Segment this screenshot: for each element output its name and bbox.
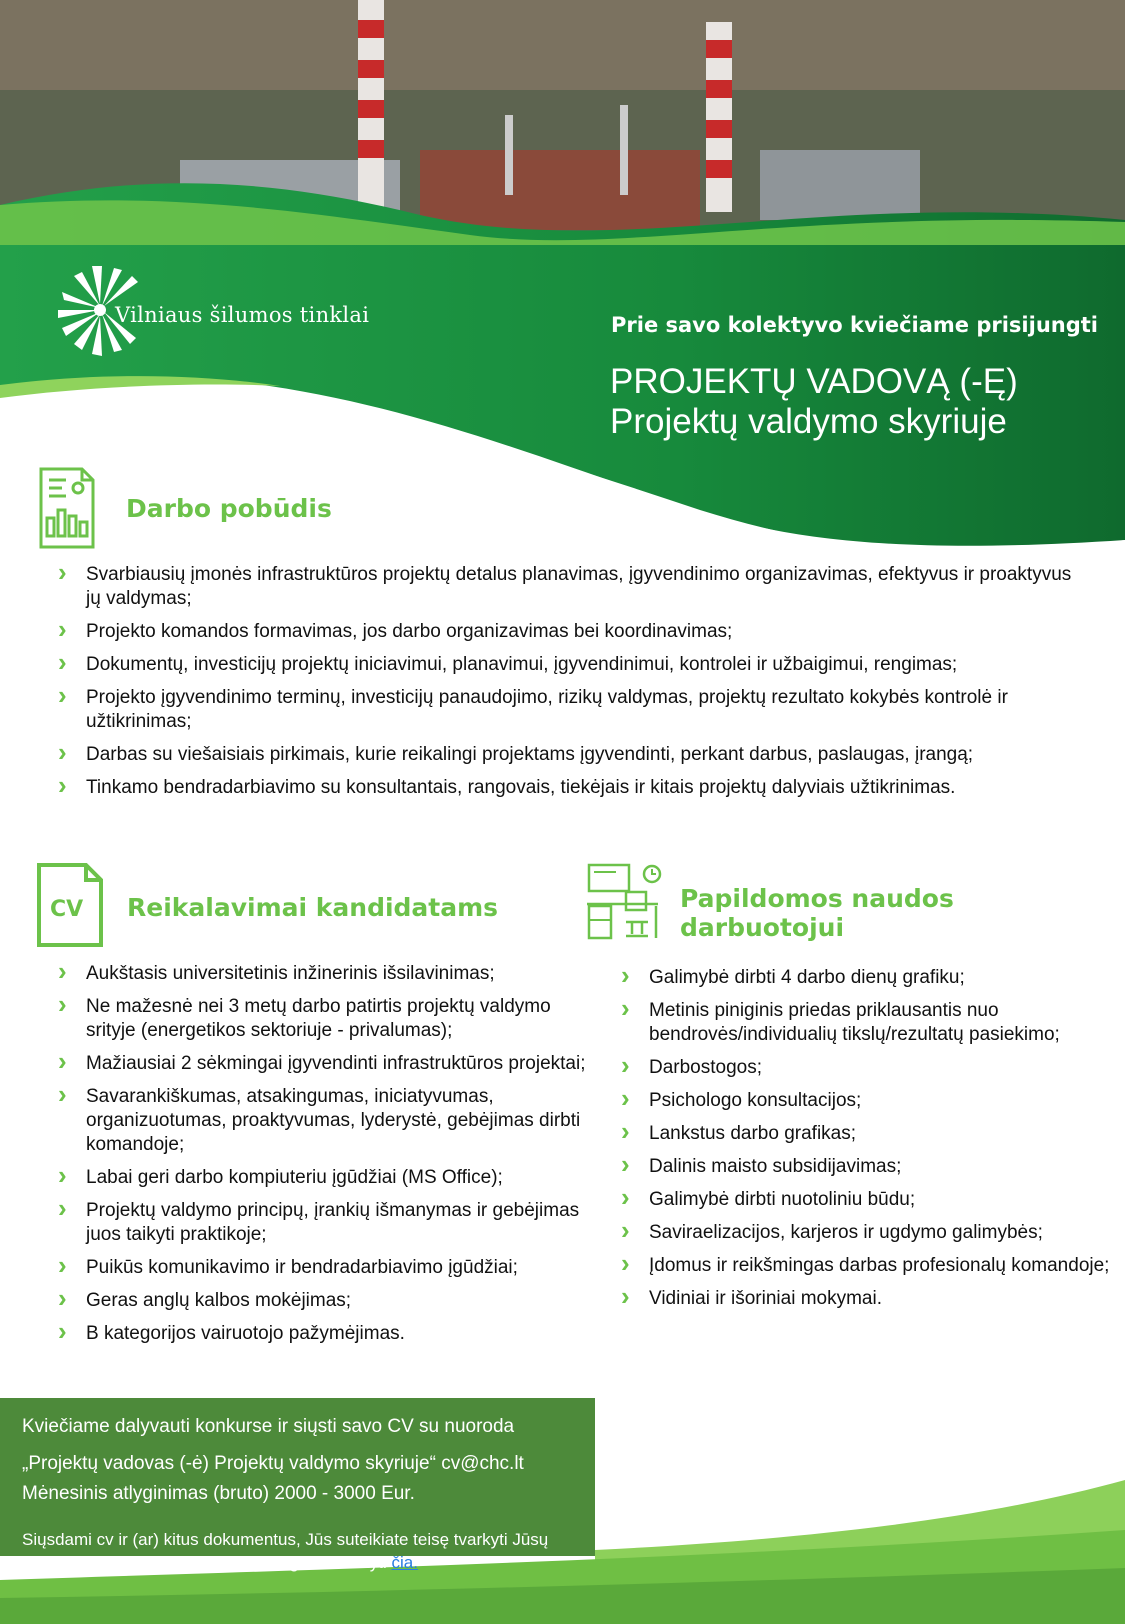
- list-item: › Lankstus darbo grafikas;: [619, 1122, 1119, 1146]
- document-chart-icon: [38, 466, 96, 550]
- list-item: › Savarankiškumas, atsakingumas, iniciatyvumas, organizuotumas, proaktyvumas, lyderystė, gebėjimas dirbti komandoje;: [56, 1085, 586, 1157]
- list-item: › Labai geri darbo kompiuteriu įgūdžiai (MS Office);: [56, 1166, 586, 1190]
- list-item: › Projekto įgyvendinimo terminų, investicijų panaudojimo, rizikų valdymas, projektų rezultato kokybės kontrolė ir užtikrinimas;: [56, 686, 1086, 734]
- list-item: › Psichologo konsultacijos;: [619, 1089, 1119, 1113]
- job-title: [610, 362, 1018, 442]
- list-item: › Puikūs komunikavimo ir bendradarbiavimo įgūdžiai;: [56, 1256, 586, 1280]
- privacy-link[interactable]: čia.: [391, 1553, 418, 1572]
- duties-heading: Darbo pobūdis: [126, 494, 332, 523]
- contact-line2: „Projektų vadovas (-ė) Projektų valdymo skyriuje“ cv@chc.lt: [22, 1453, 524, 1474]
- privacy-text: Siųsdami cv ir (ar) kitus dokumentus, Jūs suteikiate teisę tvarkyti Jūsų asmens duomenis. Plačiau apie tai galite skaityti: [22, 1530, 549, 1572]
- list-item: › Galimybė dirbti 4 darbo dienų grafiku;: [619, 966, 1119, 990]
- privacy-note: [22, 1528, 582, 1574]
- list-item: › Tinkamo bendradarbiavimo su konsultantais, rangovais, tiekėjais ir kitais projektų dalyviais užtikrinimas.: [56, 776, 1086, 800]
- cv-icon-label: CV: [50, 897, 84, 922]
- workplace-desk-icon: [586, 862, 666, 942]
- list-item: › Galimybė dirbti nuotoliniu būdu;: [619, 1188, 1119, 1212]
- duties-list: [56, 563, 1086, 809]
- list-item: › Aukštasis universitetinis inžinerinis išsilavinimas;: [56, 962, 586, 986]
- job-title-line2: Projektų valdymo skyriuje: [610, 402, 1007, 441]
- salary-line: Mėnesinis atlyginimas (bruto) 2000 - 3000 Eur.: [22, 1483, 415, 1504]
- list-item: › Projektų valdymo principų, įrankių išmanymas ir gebėjimas juos taikyti praktikoje;: [56, 1199, 586, 1247]
- list-item: › Geras anglų kalbos mokėjimas;: [56, 1289, 586, 1313]
- list-item: › Dokumentų, investicijų projektų iniciavimui, planavimui, įgyvendinimui, kontrolei ir užbaigimui, rengimas;: [56, 653, 1086, 677]
- cv-document-icon: [36, 862, 104, 948]
- contact-line1: Kviečiame dalyvauti konkurse ir siųsti savo CV su nuoroda: [22, 1416, 515, 1437]
- benefits-list: [619, 966, 1119, 1320]
- list-item: › B kategorijos vairuotojo pažymėjimas.: [56, 1322, 586, 1346]
- benefits-heading: Papildomos naudos darbuotojui: [680, 884, 954, 942]
- list-item: › Dalinis maisto subsidijavimas;: [619, 1155, 1119, 1179]
- list-item: › Ne mažesnė nei 3 metų darbo patirtis projektų valdymo srityje (energetikos sektoriuje - privalumas);: [56, 995, 586, 1043]
- list-item: › Metinis piniginis priedas priklausantis nuo bendrovės/individualių tikslų/rezultatų pasiekimo;: [619, 999, 1119, 1047]
- invite-text: Prie savo kolektyvo kviečiame prisijungti: [611, 313, 1098, 337]
- requirements-list: [56, 962, 586, 1355]
- logo-text: Vilniaus šilumos tinklai: [115, 303, 370, 327]
- job-title-line1: PROJEKTŲ VADOVĄ (-Ę): [610, 362, 1018, 401]
- list-item: › Darbas su viešaisiais pirkimais, kurie reikalingi projektams įgyvendinti, perkant darbus, paslaugas, įrangą;: [56, 743, 1086, 767]
- requirements-heading: Reikalavimai kandidatams: [127, 893, 499, 922]
- list-item: › Projekto komandos formavimas, jos darbo organizavimas bei koordinavimas;: [56, 620, 1086, 644]
- list-item: › Svarbiausių įmonės infrastruktūros projektų detalus planavimas, įgyvendinimo organizavimas, efektyvus ir proaktyvus jų valdymas;: [56, 563, 1086, 611]
- list-item: › Darbostogos;: [619, 1056, 1119, 1080]
- list-item: › Saviraelizacijos, karjeros ir ugdymo galimybės;: [619, 1221, 1119, 1245]
- list-item: › Mažiausiai 2 sėkmingai įgyvendinti infrastruktūros projektai;: [56, 1052, 586, 1076]
- contact-box: [0, 1398, 595, 1572]
- list-item: › Vidiniai ir išoriniai mokymai.: [619, 1287, 1119, 1311]
- list-item: › Įdomus ir reikšmingas darbas profesionalų komandoje;: [619, 1254, 1119, 1278]
